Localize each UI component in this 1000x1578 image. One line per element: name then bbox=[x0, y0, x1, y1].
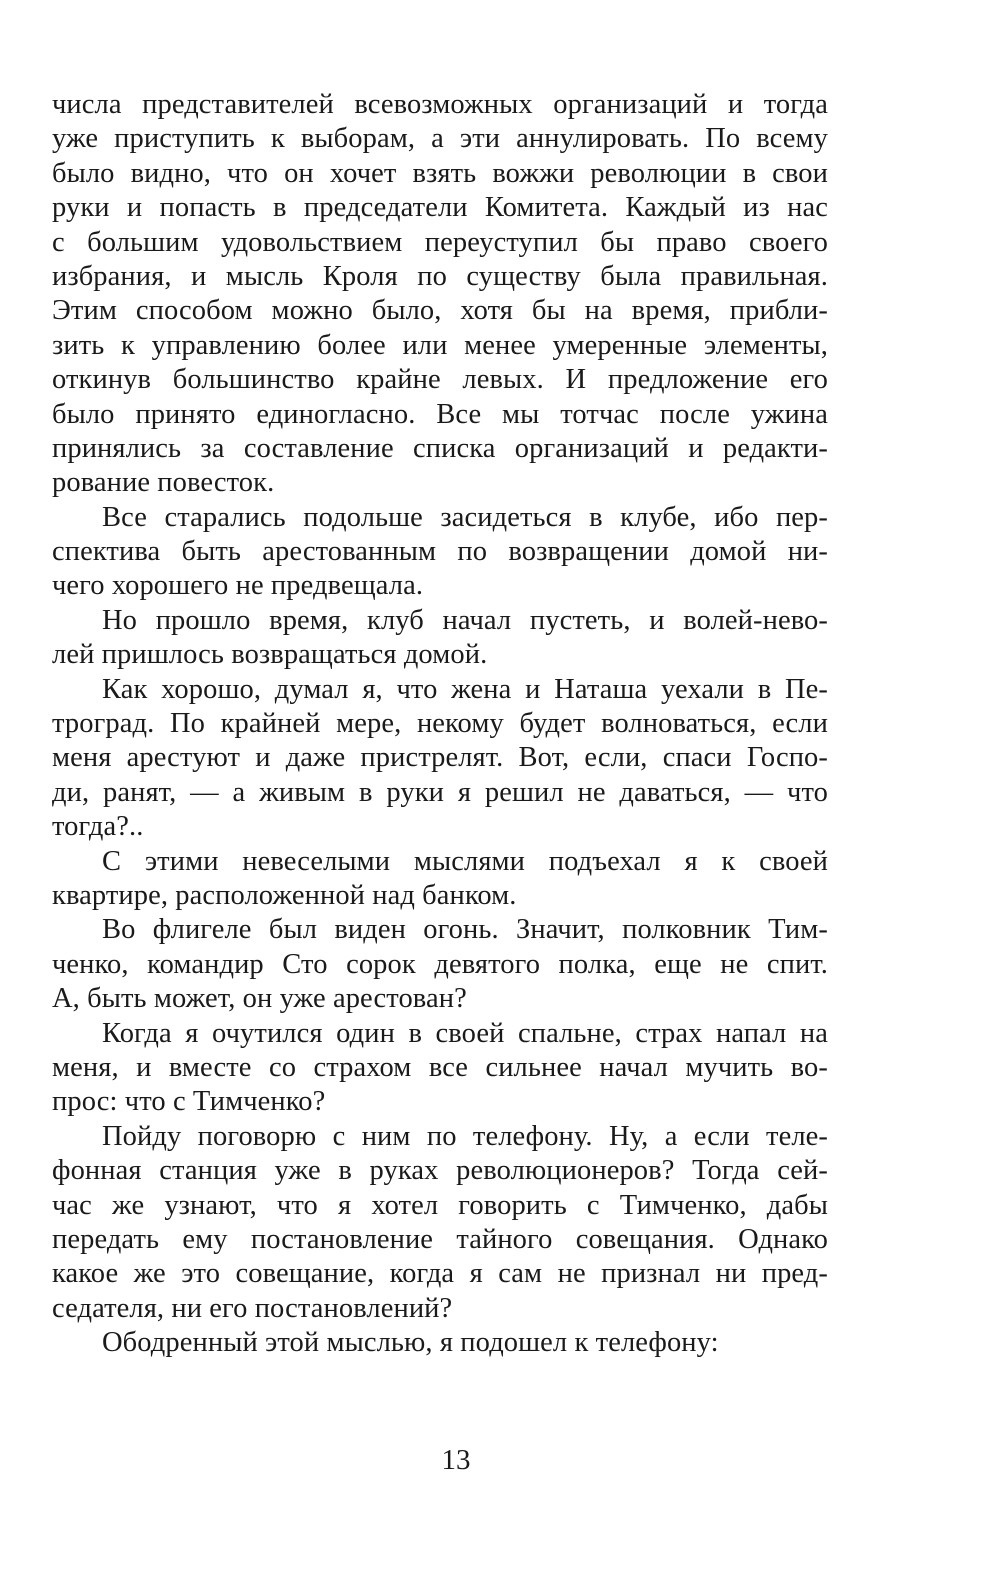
text-line: Все старались подольше засидеться в клубе, ибо пер- bbox=[102, 501, 828, 533]
text-line: меня, и вместе со страхом все сильнее начал мучить во- bbox=[52, 1051, 828, 1083]
text-line: числа представителей всевозможных организаций и тогда bbox=[52, 89, 828, 120]
text-line: квартире, расположенной над банком. bbox=[52, 879, 517, 911]
page-number-text: 13 bbox=[441, 1444, 471, 1476]
text-line: седателя, ни его постановлений? bbox=[52, 1292, 453, 1324]
text-line: зить к управлению более или менее умеренные элементы, bbox=[52, 329, 828, 361]
paragraph bbox=[52, 1017, 828, 1120]
text-line: Когда я очутился один в своей спальне, страх напал на bbox=[102, 1017, 828, 1049]
paragraph bbox=[52, 673, 828, 845]
text-line: чего хорошего не предвещала. bbox=[52, 570, 424, 602]
text-line: принялись за составление списка организаций и редакти- bbox=[52, 432, 828, 464]
text-line: Во флигеле был виден огонь. Значит, полковник Тим- bbox=[102, 914, 828, 946]
text-line: ченко, командир Сто сорок девятого полка, еще не спит. bbox=[52, 948, 828, 980]
body-text bbox=[52, 88, 828, 1360]
text-line: спектива быть арестованным по возвращении домой ни- bbox=[52, 536, 828, 568]
text-line: С этими невеселыми мыслями подъехал я к своей bbox=[102, 845, 828, 877]
text-line: Этим способом можно было, хотя бы на время, прибли- bbox=[52, 295, 828, 327]
text-line: было видно, что он хочет взять вожжи революции в свои bbox=[52, 157, 828, 189]
paragraph bbox=[52, 88, 828, 501]
text-line: фонная станция уже в руках революционеров? Тогда сей- bbox=[52, 1155, 828, 1187]
text-line: лей пришлось возвращаться домой. bbox=[52, 639, 488, 671]
paragraph bbox=[52, 1120, 828, 1326]
text-line: рование повесток. bbox=[52, 467, 275, 499]
text-line: откинув большинство крайне левых. И предложение его bbox=[52, 364, 828, 396]
paragraph bbox=[52, 501, 828, 604]
text-line: А, быть может, он уже арестован? bbox=[52, 983, 467, 1015]
text-line: избрания, и мысль Кроля по существу была правильная. bbox=[52, 260, 828, 292]
text-line: передать ему постановление тайного совещания. Однако bbox=[52, 1223, 828, 1255]
paragraph bbox=[52, 913, 828, 1016]
page-number bbox=[0, 1442, 1000, 1478]
text-line: Пойду поговорю с ним по телефону. Ну, а если теле- bbox=[102, 1120, 828, 1152]
text-line: уже приступить к выборам, а эти аннулировать. По всему bbox=[52, 123, 828, 155]
paragraph bbox=[52, 1326, 828, 1360]
text-line: с большим удовольствием переуступил бы право своего bbox=[52, 226, 828, 258]
text-line: было принято единогласно. Все мы тотчас после ужина bbox=[52, 398, 828, 430]
text-line: Как хорошо, думал я, что жена и Наташа уехали в Пе- bbox=[102, 673, 828, 705]
text-line: тогда?.. bbox=[52, 811, 144, 843]
text-line: руки и попасть в председатели Комитета. Каждый из нас bbox=[52, 192, 828, 224]
text-line: Но прошло время, клуб начал пустеть, и волей-нево- bbox=[102, 604, 828, 636]
paragraph bbox=[52, 604, 828, 673]
text-line: какое же это совещание, когда я сам не признал ни пред- bbox=[52, 1258, 828, 1290]
text-line: ди, ранят, — а живым в руки я решил не даваться, — что bbox=[52, 776, 828, 808]
paragraph bbox=[52, 845, 828, 914]
text-line: час же узнают, что я хотел говорить с Тимченко, дабы bbox=[52, 1189, 828, 1221]
text-line: прос: что с Тимченко? bbox=[52, 1086, 326, 1118]
text-line: меня арестуют и даже пристрелят. Вот, если, спаси Госпо- bbox=[52, 742, 828, 774]
text-line: Ободренный этой мыслью, я подошел к телефону: bbox=[102, 1327, 719, 1359]
text-line: троград. По крайней мере, некому будет волноваться, если bbox=[52, 708, 828, 740]
